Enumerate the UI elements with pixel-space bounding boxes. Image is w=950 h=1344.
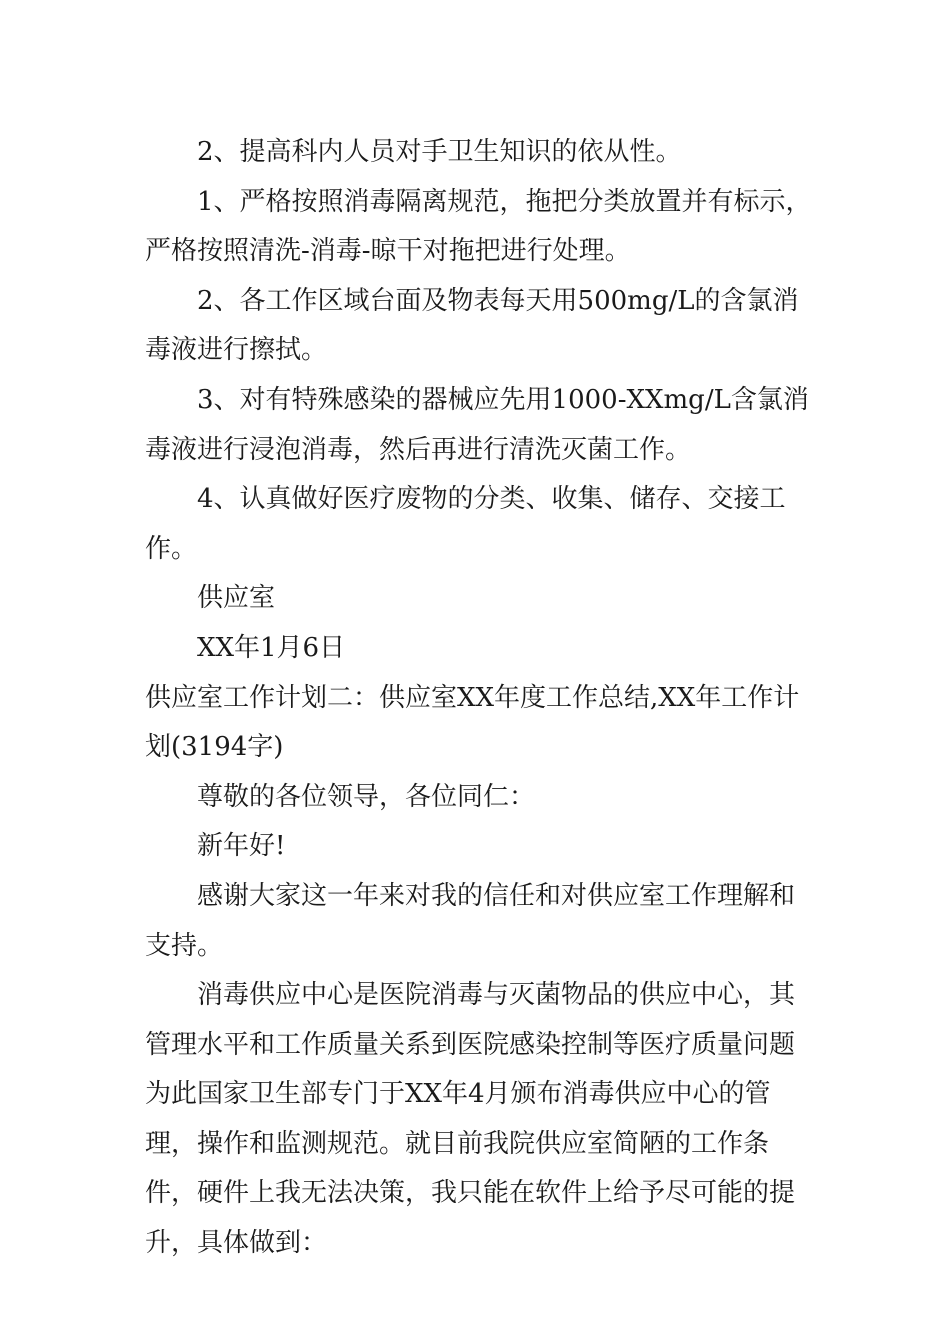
paragraph-hand-hygiene: 2、提高科内人员对手卫生知识的依从性。 — [197, 137, 682, 167]
signature-department: 供应室 — [197, 583, 276, 614]
signature-date: XX年1月6日 — [197, 632, 346, 663]
paragraph-special-infection: 3、对有特殊感染的器械应先用1000-XXmg/L含氯消毒液进行浸泡消毒，然后再进行清洗灭菌工作。 — [145, 384, 809, 465]
paragraph-salutation: 尊敬的各位领导，各位同仁： — [197, 781, 536, 812]
paragraph-mop-handling: 1、严格按照消毒隔离规范，拖把分类放置并有标示，严格按照清洗-消毒-晾干对拖把进行处理。 — [145, 186, 812, 267]
paragraph-supply-center: 消毒供应中心是医院消毒与灭菌物品的供应中心，其管理水平和工作质量关系到医院感染控制等医疗质量问题为此国家卫生部专门于XX年4月颁布消毒供应中心的管理，操作和监测规范。就目前我院供应室简陋的工作条件，硬件上我无法决策，我只能在软件上给予尽可能的提升，具体做到： — [145, 980, 796, 1259]
paragraph-medical-waste: 4、认真做好医疗废物的分类、收集、储存、交接工作。 — [145, 484, 786, 564]
section-title: 供应室工作计划二：供应室XX年度工作总结,XX年工作计划(3194字) — [145, 682, 800, 763]
paragraph-thanks: 感谢大家这一年来对我的信任和对供应室工作理解和支持。 — [145, 880, 796, 961]
paragraph-surface-wiping: 2、各工作区域台面及物表每天用500mg/L的含氯消毒液进行擦拭。 — [145, 285, 799, 366]
paragraph-greeting: 新年好! — [197, 831, 286, 862]
document-body — [145, 128, 813, 1269]
